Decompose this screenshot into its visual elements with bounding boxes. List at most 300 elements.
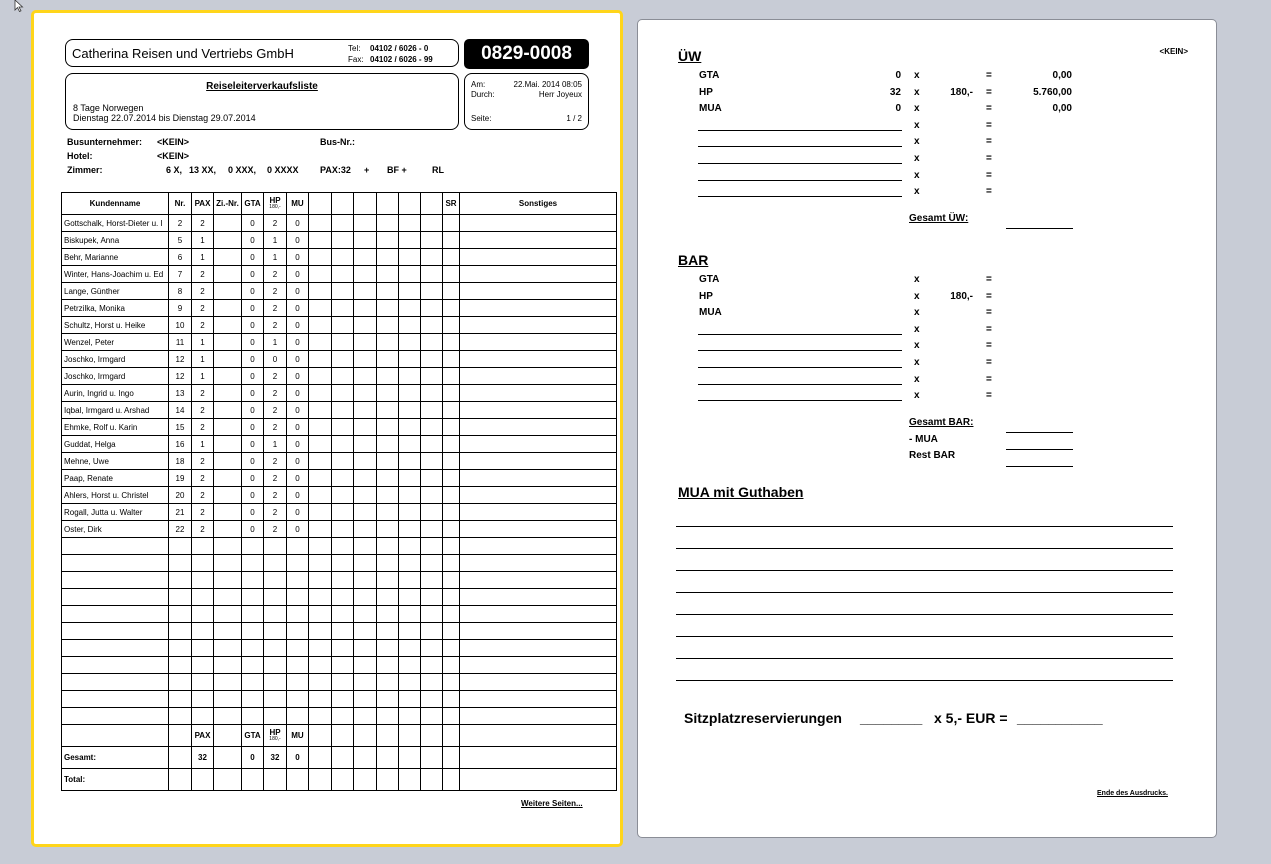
customer-room	[214, 232, 242, 249]
blank-cell	[287, 555, 309, 572]
blank-cell	[192, 555, 214, 572]
blank-cell	[443, 589, 460, 606]
blank-cell	[377, 725, 399, 747]
customer-room	[214, 266, 242, 283]
blank-cell	[287, 769, 309, 791]
blank-cell	[460, 657, 617, 674]
customer-pax: 2	[192, 300, 214, 317]
blank-cell	[264, 572, 287, 589]
blank-cell	[242, 657, 264, 674]
col-header-hp-price: 180,-	[269, 204, 281, 210]
customer-hp: 1	[264, 436, 287, 453]
col-header-pax: PAX	[192, 193, 214, 215]
blank-cell	[421, 747, 443, 769]
blank-cell	[377, 402, 399, 419]
blank-cell	[399, 623, 421, 640]
blank-cell	[62, 538, 169, 555]
uw-row-qty: 0	[895, 70, 901, 81]
blank-cell	[332, 317, 354, 334]
blank-cell	[377, 283, 399, 300]
customer-gta: 0	[242, 351, 264, 368]
page-label: Seite:	[471, 114, 492, 123]
customer-table	[61, 192, 617, 791]
table-row	[62, 300, 617, 317]
customer-mu: 0	[287, 283, 309, 300]
blank-cell	[192, 708, 214, 725]
customer-room	[214, 436, 242, 453]
blank-cell	[421, 317, 443, 334]
blank-cell	[399, 555, 421, 572]
mua-credit-line	[676, 680, 1173, 681]
blank-cell	[443, 606, 460, 623]
customer-sr	[443, 215, 460, 232]
blank-cell	[214, 538, 242, 555]
blank-cell	[460, 572, 617, 589]
customer-mu: 0	[287, 453, 309, 470]
uw-row-total: 5.760,00	[1033, 86, 1072, 98]
gesamt-mu: 0	[287, 747, 309, 769]
customer-sr	[443, 504, 460, 521]
bar-blank-eq: =	[986, 390, 992, 402]
customer-sr	[443, 470, 460, 487]
rooms-bf: BF +	[387, 165, 407, 175]
blank-cell	[309, 368, 332, 385]
bar-blank-x: x	[914, 357, 920, 368]
blank-cell	[332, 385, 354, 402]
blank-cell	[309, 300, 332, 317]
customer-misc	[460, 317, 617, 334]
blank-cell	[264, 640, 287, 657]
customer-room	[214, 453, 242, 470]
customer-misc	[460, 419, 617, 436]
blank-cell	[377, 419, 399, 436]
blank-cell	[332, 589, 354, 606]
blank-cell	[309, 691, 332, 708]
blank-cell	[399, 487, 421, 504]
blank-cell	[377, 708, 399, 725]
blank-cell	[242, 589, 264, 606]
table-row	[62, 317, 617, 334]
blank-cell	[354, 769, 377, 791]
blank-cell	[354, 334, 377, 351]
blank-cell	[332, 300, 354, 317]
blank-cell	[332, 657, 354, 674]
blank-cell	[309, 317, 332, 334]
blank-cell	[377, 385, 399, 402]
blank-cell	[377, 521, 399, 538]
blank-cell	[214, 589, 242, 606]
blank-cell	[332, 747, 354, 769]
customer-gta: 0	[242, 266, 264, 283]
blank-cell	[460, 708, 617, 725]
customer-pax: 2	[192, 402, 214, 419]
blank-cell	[214, 657, 242, 674]
blank-cell	[421, 232, 443, 249]
empty-table-row	[62, 572, 617, 589]
customer-hp: 2	[264, 504, 287, 521]
blank-cell	[332, 402, 354, 419]
table-row	[62, 470, 617, 487]
blank-cell	[354, 657, 377, 674]
customer-nr: 12	[169, 351, 192, 368]
customer-room	[214, 521, 242, 538]
customer-gta: 0	[242, 402, 264, 419]
bar-total-line	[1006, 432, 1073, 433]
blank-cell	[309, 572, 332, 589]
blank-cell	[443, 640, 460, 657]
gesamt-row	[62, 747, 617, 769]
blank-cell	[399, 538, 421, 555]
summary-header-hp-label: HP	[269, 728, 281, 737]
blank-cell	[62, 674, 169, 691]
blank-cell	[443, 747, 460, 769]
blank-cell	[332, 691, 354, 708]
blank-cell	[354, 708, 377, 725]
mua-credit-title: MUA mit Guthaben	[678, 484, 804, 500]
table-row	[62, 385, 617, 402]
customer-gta: 0	[242, 419, 264, 436]
summary-header-pax: PAX	[192, 725, 214, 747]
customer-pax: 2	[192, 487, 214, 504]
customer-sr	[443, 453, 460, 470]
customer-room	[214, 300, 242, 317]
gesamt-hp: 32	[264, 747, 287, 769]
blank-cell	[460, 555, 617, 572]
blank-cell	[354, 402, 377, 419]
customer-sr	[443, 300, 460, 317]
blank-cell	[399, 232, 421, 249]
blank-cell	[421, 555, 443, 572]
blank-cell	[354, 317, 377, 334]
blank-cell	[421, 402, 443, 419]
customer-nr: 12	[169, 368, 192, 385]
blank-cell	[377, 657, 399, 674]
customer-misc	[460, 249, 617, 266]
summary-header-gta: GTA	[242, 725, 264, 747]
rooms-label: Zimmer:	[67, 165, 103, 175]
col-header-name: Kundenname	[62, 193, 169, 215]
customer-mu: 0	[287, 300, 309, 317]
bar-blank-x: x	[914, 373, 920, 385]
seat-reservation-price: x 5,- EUR =	[934, 710, 1008, 726]
blank-cell	[460, 538, 617, 555]
customer-misc	[460, 351, 617, 368]
customer-hp: 1	[264, 334, 287, 351]
col-header-hp	[264, 193, 287, 215]
blank-cell	[62, 623, 169, 640]
blank-cell	[287, 674, 309, 691]
customer-pax: 1	[192, 368, 214, 385]
blank-cell	[460, 640, 617, 657]
customer-pax: 2	[192, 521, 214, 538]
blank-cell	[443, 674, 460, 691]
customer-nr: 2	[169, 215, 192, 232]
blank-cell	[399, 521, 421, 538]
blank-cell	[399, 266, 421, 283]
blank-cell	[169, 725, 192, 747]
blank-cell	[214, 691, 242, 708]
summary-header-hp	[264, 725, 287, 747]
customer-mu: 0	[287, 436, 309, 453]
blank-cell	[460, 606, 617, 623]
bar-mua-label: - MUA	[909, 434, 938, 445]
col-header-hp-label: HP	[269, 196, 281, 205]
customer-hp: 2	[264, 402, 287, 419]
blank-cell	[309, 487, 332, 504]
customer-mu: 0	[287, 385, 309, 402]
blank-cell	[377, 334, 399, 351]
table-row	[62, 249, 617, 266]
customer-sr	[443, 487, 460, 504]
customer-nr: 6	[169, 249, 192, 266]
by-label: Durch:	[471, 90, 495, 99]
blank-cell	[309, 232, 332, 249]
table-row	[62, 266, 617, 283]
blank-cell	[421, 334, 443, 351]
blank-cell	[443, 691, 460, 708]
customer-mu: 0	[287, 334, 309, 351]
customer-room	[214, 215, 242, 232]
blank-cell	[214, 747, 242, 769]
blank-cell	[309, 419, 332, 436]
mua-credit-line	[676, 658, 1173, 659]
rooms-triple: 0 XXX,	[228, 165, 257, 175]
customer-pax: 2	[192, 385, 214, 402]
blank-cell	[309, 769, 332, 791]
customer-name: Paap, Renate	[62, 470, 169, 487]
table-row	[62, 402, 617, 419]
customer-room	[214, 334, 242, 351]
blank-cell	[354, 351, 377, 368]
blank-cell	[169, 747, 192, 769]
blank-cell	[62, 725, 169, 747]
blank-cell	[309, 266, 332, 283]
blank-cell	[399, 215, 421, 232]
blank-cell	[309, 725, 332, 747]
empty-table-row	[62, 708, 617, 725]
blank-cell	[332, 249, 354, 266]
blank-cell	[421, 657, 443, 674]
blank-cell	[309, 657, 332, 674]
blank-cell	[214, 606, 242, 623]
customer-gta: 0	[242, 215, 264, 232]
table-row	[62, 215, 617, 232]
customer-gta: 0	[242, 521, 264, 538]
blank-cell	[354, 504, 377, 521]
blank-cell	[169, 674, 192, 691]
blank-cell	[460, 725, 617, 747]
blank-cell	[377, 674, 399, 691]
blank-cell	[354, 283, 377, 300]
customer-room	[214, 402, 242, 419]
col-header-gta: GTA	[242, 193, 264, 215]
customer-nr: 20	[169, 487, 192, 504]
empty-table-row	[62, 674, 617, 691]
blank-cell	[264, 769, 287, 791]
blank-cell	[399, 402, 421, 419]
blank-cell	[377, 300, 399, 317]
customer-pax: 1	[192, 334, 214, 351]
customer-misc	[460, 266, 617, 283]
customer-name: Iqbal, Irmgard u. Arshad	[62, 402, 169, 419]
bar-blank-line	[698, 367, 902, 368]
blank-cell	[377, 538, 399, 555]
meta-box	[464, 73, 589, 130]
customer-nr: 13	[169, 385, 192, 402]
blank-cell	[377, 640, 399, 657]
uw-row-qty: 0	[895, 103, 901, 115]
customer-mu: 0	[287, 470, 309, 487]
blank-cell	[287, 708, 309, 725]
customer-gta: 0	[242, 504, 264, 521]
blank-cell	[460, 747, 617, 769]
kein-marker: <KEIN>	[1159, 47, 1188, 56]
customer-nr: 9	[169, 300, 192, 317]
rooms-double: 13 XX,	[189, 165, 217, 175]
blank-cell	[332, 487, 354, 504]
uw-blank-eq: =	[986, 169, 992, 181]
customer-pax: 2	[192, 266, 214, 283]
customer-gta: 0	[242, 249, 264, 266]
uw-title: ÜW	[678, 48, 702, 64]
col-header-nr: Nr.	[169, 193, 192, 215]
blank-cell	[332, 436, 354, 453]
bar-blank-line	[698, 334, 902, 335]
blank-cell	[169, 657, 192, 674]
customer-misc	[460, 504, 617, 521]
customer-name: Wenzel, Peter	[62, 334, 169, 351]
bar-mua-line	[1006, 449, 1073, 450]
summary-header-row	[62, 725, 617, 747]
blank-cell	[169, 691, 192, 708]
customer-hp: 0	[264, 351, 287, 368]
customer-nr: 10	[169, 317, 192, 334]
bus-number-label: Bus-Nr.:	[320, 137, 356, 147]
blank-cell	[399, 691, 421, 708]
seat-reservation-count-blank: ________	[860, 710, 923, 726]
blank-cell	[443, 555, 460, 572]
blank-cell	[332, 232, 354, 249]
customer-sr	[443, 266, 460, 283]
col-header-blank	[354, 193, 377, 215]
customer-mu: 0	[287, 521, 309, 538]
bar-row-label: MUA	[699, 307, 722, 319]
customer-sr	[443, 317, 460, 334]
customer-room	[214, 249, 242, 266]
customer-nr: 18	[169, 453, 192, 470]
customer-misc	[460, 232, 617, 249]
blank-cell	[309, 589, 332, 606]
bar-blank-eq: =	[986, 357, 992, 368]
blank-cell	[264, 606, 287, 623]
mua-credit-line	[676, 636, 1173, 637]
bar-row-x: x	[914, 290, 920, 302]
uw-blank-line	[698, 146, 902, 147]
blank-cell	[399, 385, 421, 402]
blank-cell	[377, 623, 399, 640]
blank-cell	[354, 623, 377, 640]
customer-room	[214, 419, 242, 436]
col-header-blank	[309, 193, 332, 215]
blank-cell	[399, 572, 421, 589]
col-header-blank	[421, 193, 443, 215]
customer-hp: 2	[264, 385, 287, 402]
blank-cell	[377, 368, 399, 385]
blank-cell	[421, 725, 443, 747]
customer-pax: 1	[192, 351, 214, 368]
blank-cell	[399, 504, 421, 521]
blank-cell	[214, 674, 242, 691]
blank-cell	[377, 436, 399, 453]
blank-cell	[332, 283, 354, 300]
customer-room	[214, 385, 242, 402]
blank-cell	[332, 266, 354, 283]
bus-company-value: <KEIN>	[157, 137, 190, 147]
blank-cell	[421, 249, 443, 266]
blank-cell	[192, 674, 214, 691]
customer-nr: 11	[169, 334, 192, 351]
rooms-rl: RL	[432, 165, 444, 175]
uw-row-price: 180,-	[950, 86, 973, 98]
customer-name: Winter, Hans-Joachim u. Ed	[62, 266, 169, 283]
customer-mu: 0	[287, 215, 309, 232]
blank-cell	[354, 232, 377, 249]
bar-blank-x: x	[914, 390, 920, 402]
blank-cell	[421, 215, 443, 232]
customer-gta: 0	[242, 283, 264, 300]
blank-cell	[377, 249, 399, 266]
blank-cell	[421, 283, 443, 300]
blank-cell	[399, 249, 421, 266]
empty-table-row	[62, 555, 617, 572]
blank-cell	[354, 419, 377, 436]
uw-row-label: HP	[699, 86, 713, 98]
blank-cell	[192, 538, 214, 555]
customer-nr: 19	[169, 470, 192, 487]
blank-cell	[214, 725, 242, 747]
uw-total-label: Gesamt ÜW:	[909, 213, 969, 224]
uw-blank-x: x	[914, 169, 920, 181]
blank-cell	[443, 538, 460, 555]
customer-hp: 2	[264, 521, 287, 538]
customer-pax: 1	[192, 249, 214, 266]
blank-cell	[377, 453, 399, 470]
blank-cell	[443, 657, 460, 674]
blank-cell	[421, 640, 443, 657]
blank-cell	[354, 385, 377, 402]
blank-cell	[421, 674, 443, 691]
blank-cell	[264, 708, 287, 725]
col-header-room: Zi.-Nr.	[214, 193, 242, 215]
blank-cell	[309, 470, 332, 487]
blank-cell	[62, 606, 169, 623]
customer-sr	[443, 436, 460, 453]
uw-row-eq: =	[986, 70, 992, 81]
mua-credit-line	[676, 592, 1173, 593]
blank-cell	[399, 657, 421, 674]
blank-cell	[192, 623, 214, 640]
total-row	[62, 769, 617, 791]
blank-cell	[287, 691, 309, 708]
customer-hp: 2	[264, 215, 287, 232]
table-row	[62, 368, 617, 385]
customer-gta: 0	[242, 487, 264, 504]
blank-cell	[309, 674, 332, 691]
blank-cell	[332, 215, 354, 232]
blank-cell	[399, 453, 421, 470]
blank-cell	[421, 487, 443, 504]
blank-cell	[192, 691, 214, 708]
